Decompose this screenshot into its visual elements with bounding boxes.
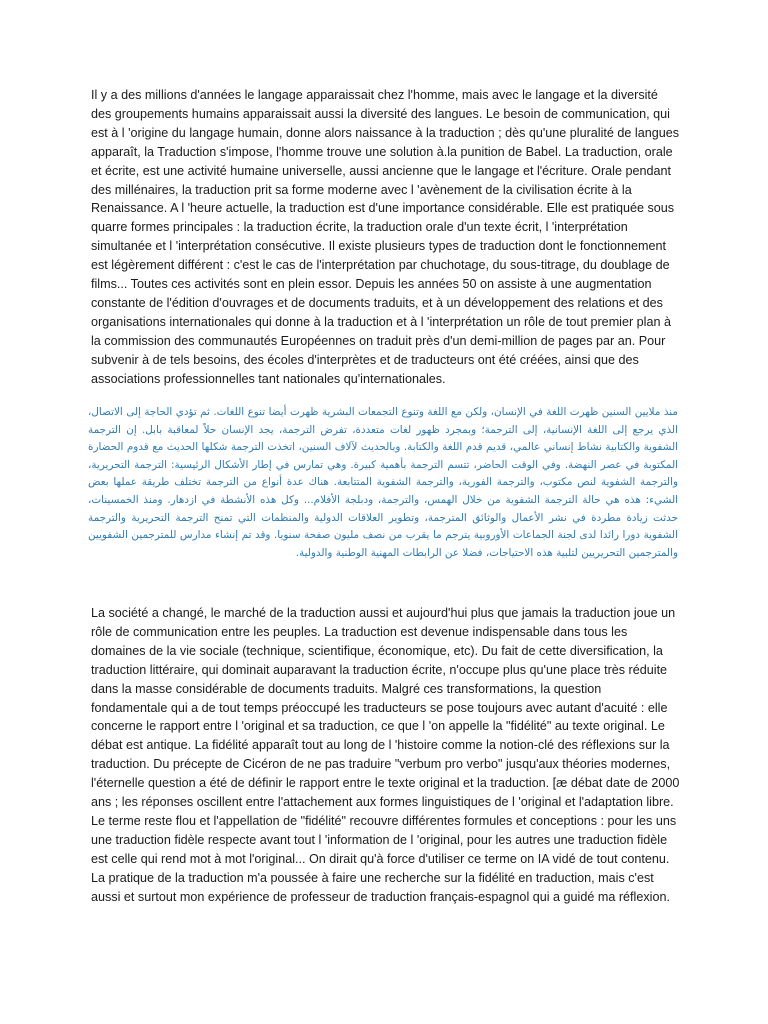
arabic-translation-paragraph: منذ ملايين السنين ظهرت اللغة في الإنسان، ولكن مع اللغة وتنوع التجمعات البشرية ظهرت أيضا تنوع اللغات. ثم تؤدي الحاجة إلى الاتصال، الذي يرجع إلى اللغة الإنسانية، إلى الترجمة؛ وبمجرد ظهور لغات متعددة، تفرض الترجمة، يجد الإنسان حلاً لمعاقبة بابل. إن الترجمة الشفوية والكتابية نشاط إنساني عالمي، قديم قدم اللغة والكتابة. وبالحديث لآلاف السنين، اتخذت الترجمة شكلها الحديث مع قدوم الحضارة المكتوبة في عصر النهضة. وفي الوقت الحاضر، تتسم الترجمة بأهمية كبيرة. وهي تمارس في إطار الأشكال الرئيسية: الترجمة التحريرية، والترجمة الشفوية لنص مكتوب، والترجمة الفورية، والترجمة الشفوية المتتابعة. هناك عدة أنواع من الترجمة تختلف طريقة عملها بعض الشيء: هذه هي حالة الترجمة الشفوية من خلال الهمس، والترجمة، ودبلجة الأفلام... وكل هذه الأنشطة في ازدهار. ومنذ الخمسينات، حدثت زيادة مطردة في نشر الأعمال والوثائق المترجمة، وتطوير العلاقات الدولية والمنظمات التي تمنح الترجمة التحريرية والترجمة الشفوية دورا رائدا لدى لجنة الجماعات الأوروبية يترجم ما يقرب من نصف مليون صفحة سنويا. وقد تم إنشاء مدارس للمترجمين الشفويين والمترجمين التحريريين لتلبية هذه الاحتياجات، فضلا عن الرابطات المهنية الوطنية والدولية. — [88, 406, 678, 559]
french-paragraph-2: La société a changé, le marché de la traduction aussi et aujourd'hui plus que jamais la traduction joue un rôle de communication entre les peuples. La traduction est devenue indispensable dans tous les domaines de la vie sociale (technique, scientifique, économique, etc). Du fait de cette diversification, la traduction littéraire, qui dominait auparavant la traduction écrite, n'occupe plus qu'une place très réduite dans la masse considérable de documents traduits. Malgré ces transformations, la question fondamentale qui a de tout temps préoccupé les traducteurs se pose toujours avec autant d'acuité : elle concerne le rapport entre l 'original et sa traduction, ce que l 'on appelle la "fidélité" au texte original. Le débat est antique. La fidélité apparaît tout au long de l 'histoire comme la notion-clé des réflexions sur la traduction. Du précepte de Cicéron de ne pas traduire "verbum pro verbo" jusqu'aux théories modernes, l'éternelle question a été de définir le rapport entre le texte original et la traduction. [æ débat date de 2000 ans ; les réponses oscillent entre l'attachement aux formes linguistiques de l 'original et l'adaptation libre. Le terme reste flou et l'appellation de "fidélité" recouvre différentes formules et conceptions : pour les uns une traduction fidèle respecte avant tout l 'information de l 'original, pour les autres une traduction fidèle est celle qui rend mot à mot l'original... On dirait qu'à force d'utiliser ce terme on IA vidé de tout contenu. La pratique de la traduction m'a poussée à faire une recherche sur la fidélité en traduction, mais c'est aussi et surtout mon expérience de professeur de traduction français-espagnol qui a guidé ma réflexion. — [91, 606, 680, 904]
french-paragraph-1: Il y a des millions d'années le langage apparaissait chez l'homme, mais avec le langage et la diversité des groupements humains apparaissait aussi la diversité des langues. Le besoin de communication, qui est à l 'origine du langage humain, donne alors naissance à la traduction ; dès qu'une pluralité de langues apparaît, la Traduction s'impose, l'homme trouve une solution à.la punition de Babel. La traduction, orale et écrite, est une activité humaine universelle, aussi ancienne que le langage et l'écriture. Orale pendant des millénaires, la traduction prit sa forme moderne avec l 'avènement de la civilisation écrite à la Renaissance. A l 'heure actuelle, la traduction est d'une importance considérable. Elle est pratiquée sous quarre formes principales : la traduction écrite, la traduction orale d'un texte écrit, l 'interprétation simultanée et l 'interprétation consécutive. Il existe plusieurs types de traduction dont le fonctionnement est légèrement différent : c'est le cas de l'interprétation par chuchotage, du sous-titrage, du doublage de films... Toutes ces activités sont en plein essor. Depuis les années 50 on assiste à une augmentation constante de l'édition d'ouvrages et de documents traduits, et à un développement des relations et des organisations internationales qui donne à la traduction et à l 'interprétation un rôle de tout premier plan à la commission des communautés Européennes on traduit près d'un demi-million de pages par an. Pour subvenir à de tels besoins, des écoles d'interprètes et de traducteurs ont été créées, ainsi que des associations professionnelles tant nationales qu'internationales. — [91, 88, 680, 386]
